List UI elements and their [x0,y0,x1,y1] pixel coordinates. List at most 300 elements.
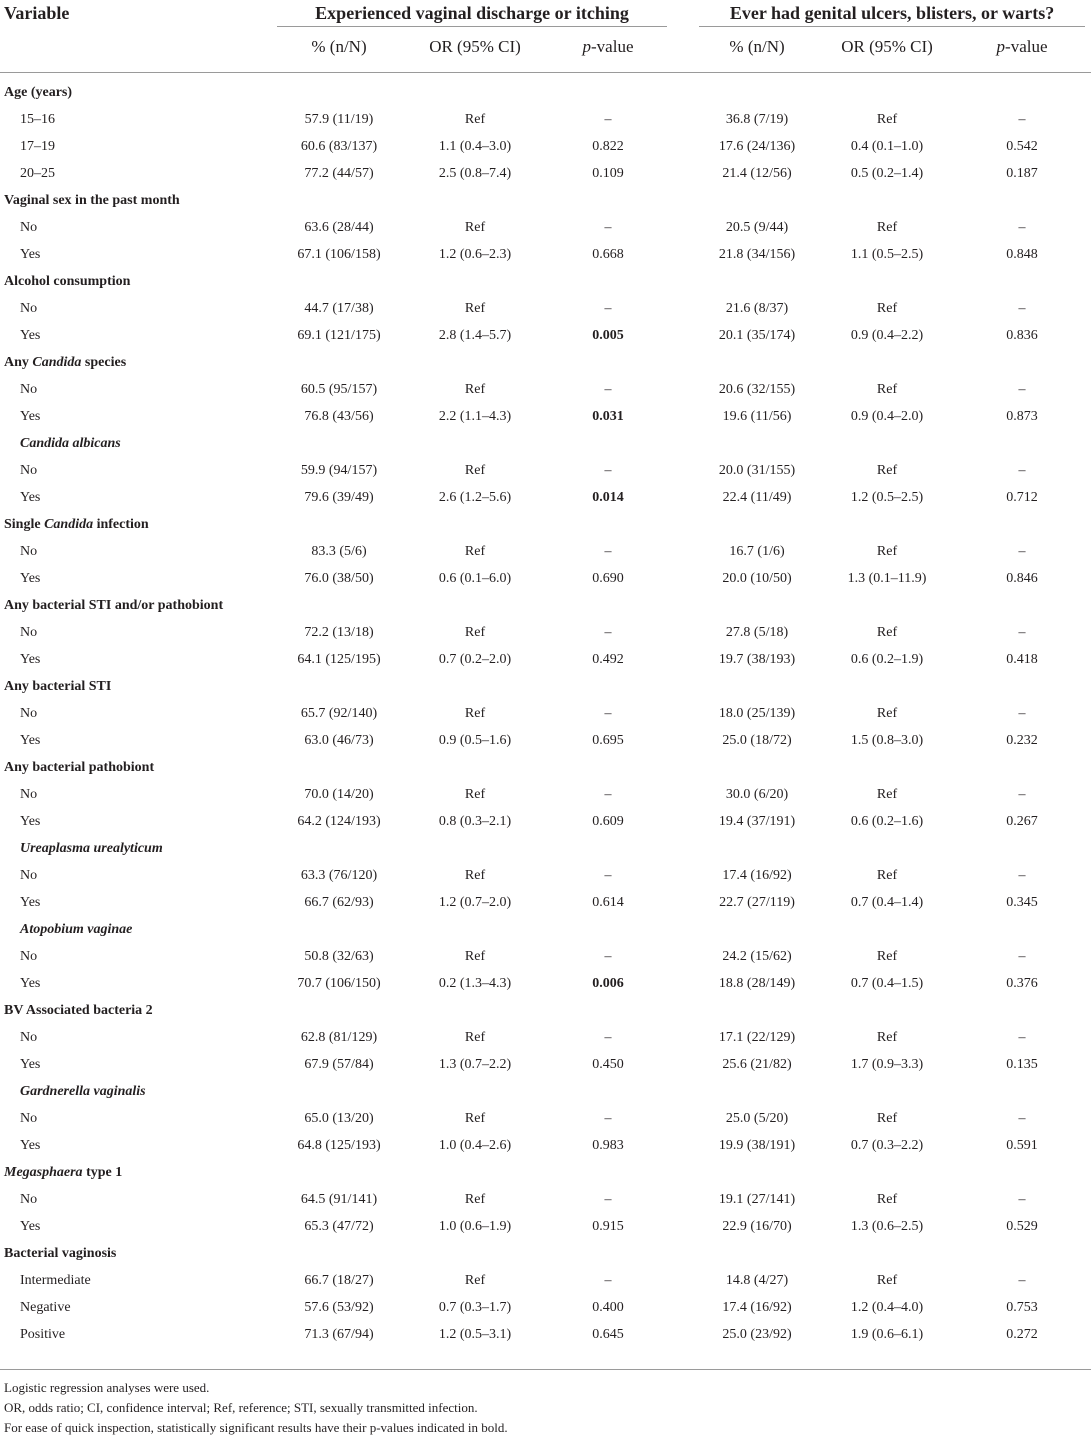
ulcer-or: Ref [876,544,898,559]
ulcer-p-value: – [1018,1030,1026,1045]
ulcer-or: 0.4 (0.1–1.0) [850,139,924,154]
discharge-pct: 67.9 (57/84) [304,1057,374,1072]
row-label: 17–19 [20,139,55,154]
group-header-discharge: Experienced vaginal discharge or itching [271,0,673,30]
col-pct-a: % (n/N) [311,37,367,56]
ulcer-pct: 16.7 (1/6) [729,544,785,559]
ulcer-or: Ref [876,301,898,316]
variable-name: Candida albicans [20,436,121,451]
ulcer-or: Ref [876,112,898,127]
row-label: No [20,301,38,316]
ulcer-pct: 21.8 (34/156) [718,247,796,262]
table-row [0,727,1091,754]
subsection-row [0,1078,1091,1105]
discharge-p-value: – [604,1030,612,1045]
discharge-p-value: 0.609 [592,814,624,829]
spacer [673,160,693,187]
ulcer-pct: 20.6 (32/155) [718,382,796,397]
discharge-p-value: – [604,625,612,640]
table-row [0,457,1091,484]
discharge-pct: 63.6 (28/44) [304,220,374,235]
discharge-pct: 50.8 (32/63) [304,949,374,964]
ulcer-p-value: 0.542 [1006,139,1038,154]
spacer [673,241,693,268]
table-row [0,970,1091,997]
discharge-or: Ref [464,868,486,883]
discharge-pct: 64.8 (125/193) [297,1138,381,1153]
ulcer-p-value: 0.529 [1006,1219,1038,1234]
discharge-p-value: – [604,868,612,883]
discharge-pct: 71.3 (67/94) [304,1327,374,1342]
discharge-or: 0.9 (0.5–1.6) [438,733,512,748]
spacer [673,1132,693,1159]
discharge-p-value: – [604,382,612,397]
discharge-pct: 62.8 (81/129) [300,1030,378,1045]
ulcer-or: 1.3 (0.1–11.9) [847,571,927,586]
row-label: Negative [20,1300,71,1315]
ulcer-pct: 30.0 (6/20) [725,787,789,802]
footnotes [4,1378,508,1438]
spacer [673,808,693,835]
discharge-or: 1.1 (0.4–3.0) [438,139,512,154]
table-row [0,160,1091,187]
row-label: Yes [20,814,41,829]
discharge-or: Ref [464,463,486,478]
variable-name: Ureaplasma urealyticum [20,841,163,856]
table-row [0,1294,1091,1321]
variable-name: Atopobium vaginae [20,922,133,937]
ulcer-p-value: 0.591 [1006,1138,1038,1153]
footnote-1: Logistic regression analyses were used. [4,1380,210,1395]
spacer [673,322,693,349]
ulcer-or: Ref [876,463,898,478]
discharge-or: 2.5 (0.8–7.4) [438,166,512,181]
discharge-p-value: – [604,1111,612,1126]
discharge-p-value: 0.983 [592,1138,624,1153]
ulcer-or: 1.1 (0.5–2.5) [850,247,924,262]
discharge-pct: 64.5 (91/141) [300,1192,378,1207]
ulcer-pct: 18.8 (28/149) [718,976,796,991]
col-or-a: OR (95% CI) [429,37,521,56]
spacer [673,457,693,484]
row-label: 15–16 [20,112,55,127]
ulcer-pct: 19.6 (11/56) [722,409,792,424]
discharge-or: Ref [464,1111,486,1126]
ulcer-pct: 25.0 (18/72) [722,733,792,748]
ulcer-p-value: 0.873 [1006,409,1038,424]
variable-name: BV Associated bacteria 2 [4,1003,153,1018]
section-row [0,268,1091,295]
ulcer-p-value: – [1018,949,1026,964]
ulcer-or: 0.6 (0.2–1.6) [850,814,924,829]
discharge-p-value: – [604,112,612,127]
discharge-p-value: – [604,301,612,316]
ulcer-pct: 25.0 (5/20) [725,1111,789,1126]
ulcer-or: 0.7 (0.4–1.4) [850,895,924,910]
table-row [0,133,1091,160]
discharge-or: 2.6 (1.2–5.6) [438,490,512,505]
variable-name: Age (years) [4,85,73,100]
row-label: Yes [20,1138,41,1153]
ulcer-p-value: 0.267 [1006,814,1038,829]
discharge-or: Ref [464,112,486,127]
ulcer-p-value: – [1018,706,1026,721]
ulcer-or: Ref [876,787,898,802]
section-row [0,592,1091,619]
discharge-p-value: – [604,544,612,559]
discharge-or: 1.3 (0.7–2.2) [438,1057,512,1072]
spacer [673,1024,693,1051]
discharge-pct: 57.9 (11/19) [304,112,374,127]
discharge-or: 0.7 (0.3–1.7) [438,1300,512,1315]
ulcer-p-value: 0.232 [1006,733,1038,748]
ulcer-or: Ref [876,220,898,235]
ulcer-or: 0.7 (0.3–2.2) [850,1138,924,1153]
discharge-or: Ref [464,220,486,235]
discharge-pct: 66.7 (18/27) [304,1273,374,1288]
discharge-pct: 60.6 (83/137) [300,139,378,154]
discharge-or: Ref [464,1030,486,1045]
table-row [0,1024,1091,1051]
ulcer-or: 1.7 (0.9–3.3) [850,1057,924,1072]
ulcer-p-value: 0.345 [1006,895,1038,910]
discharge-p-value: 0.690 [592,571,624,586]
table-row [0,538,1091,565]
spacer [673,1294,693,1321]
section-row [0,511,1091,538]
col-p-a: p-value [582,37,634,56]
row-label: Intermediate [20,1273,91,1288]
discharge-p-value: 0.014 [592,490,624,505]
table-row [0,1186,1091,1213]
table-row [0,700,1091,727]
ulcer-pct: 19.1 (27/141) [718,1192,796,1207]
ulcer-pct: 22.9 (16/70) [722,1219,792,1234]
ulcer-p-value: – [1018,220,1026,235]
table-row [0,214,1091,241]
discharge-or: Ref [464,544,486,559]
discharge-p-value: 0.668 [592,247,624,262]
table-row [0,106,1091,133]
row-label: No [20,463,38,478]
ulcer-or: Ref [876,868,898,883]
table-row [0,1213,1091,1240]
ulcer-p-value: – [1018,1192,1026,1207]
discharge-or: 0.8 (0.3–2.1) [438,814,512,829]
variable-name: Vaginal sex in the past month [4,193,180,208]
variable-name: Alcohol consumption [4,274,131,289]
discharge-or: Ref [464,706,486,721]
subsection-row [0,430,1091,457]
discharge-p-value: 0.614 [592,895,624,910]
ulcer-or: 1.5 (0.8–3.0) [850,733,924,748]
ulcer-pct: 17.1 (22/129) [718,1030,796,1045]
subsection-row [0,835,1091,862]
ulcer-p-value: 0.836 [1006,328,1038,343]
footnote-2: OR, odds ratio; CI, confidence interval; Ref, reference; STI, sexually transmitted infection. [4,1400,478,1415]
section-row [0,997,1091,1024]
ulcer-pct: 21.6 (8/37) [725,301,789,316]
ulcer-pct: 22.4 (11/49) [722,490,792,505]
discharge-p-value: 0.031 [592,409,624,424]
ulcer-or: 0.7 (0.4–1.5) [850,976,924,991]
discharge-pct: 76.0 (38/50) [304,571,374,586]
spacer [673,727,693,754]
table-row [0,943,1091,970]
row-label: 20–25 [20,166,55,181]
table-row [0,403,1091,430]
discharge-pct: 44.7 (17/38) [304,301,374,316]
discharge-p-value: 0.915 [592,1219,624,1234]
ulcer-or: Ref [876,706,898,721]
ulcer-p-value: – [1018,868,1026,883]
discharge-or: Ref [464,1192,486,1207]
row-label: No [20,1030,38,1045]
spacer [673,565,693,592]
discharge-or: 2.2 (1.1–4.3) [438,409,512,424]
discharge-pct: 57.6 (53/92) [304,1300,374,1315]
discharge-or: 0.7 (0.2–2.0) [438,652,512,667]
ulcer-p-value: – [1018,112,1026,127]
discharge-pct: 79.6 (39/49) [304,490,374,505]
row-label: No [20,544,38,559]
ulcer-pct: 19.9 (38/191) [718,1138,796,1153]
ulcer-pct: 20.0 (31/155) [718,463,796,478]
discharge-p-value: 0.006 [592,976,624,991]
ulcer-or: Ref [876,382,898,397]
spacer [673,889,693,916]
ulcer-pct: 20.1 (35/174) [718,328,796,343]
spacer [673,295,693,322]
row-label: Yes [20,409,41,424]
discharge-pct: 83.3 (5/6) [311,544,367,559]
row-label: Positive [20,1327,66,1342]
row-label: No [20,1192,38,1207]
table-row [0,241,1091,268]
ulcer-pct: 20.0 (10/50) [722,571,792,586]
row-label: Yes [20,652,41,667]
row-label: No [20,868,38,883]
table-row [0,1267,1091,1294]
discharge-pct: 65.7 (92/140) [300,706,378,721]
ulcer-p-value: 0.846 [1006,571,1038,586]
ulcer-or: Ref [876,1192,898,1207]
table-row [0,889,1091,916]
ulcer-pct: 27.8 (5/18) [725,625,789,640]
discharge-or: 1.2 (0.5–3.1) [438,1327,512,1342]
discharge-or: Ref [464,301,486,316]
row-label: Yes [20,328,41,343]
section-row [0,349,1091,376]
discharge-pct: 65.3 (47/72) [304,1219,374,1234]
ulcer-or: 0.9 (0.4–2.2) [850,328,924,343]
spacer [673,1267,693,1294]
variable-name: Any bacterial STI and/or pathobiont [4,598,224,613]
section-row [0,187,1091,214]
discharge-p-value: 0.109 [592,166,624,181]
ulcer-pct: 36.8 (7/19) [725,112,789,127]
row-label: Yes [20,247,41,262]
footnote-3: For ease of quick inspection, statistically significant results have their p-values indicated in bold. [4,1420,508,1435]
variable-name: Single Candida infection [4,517,149,532]
ulcer-p-value: – [1018,1273,1026,1288]
row-label: No [20,949,38,964]
discharge-pct: 76.8 (43/56) [304,409,374,424]
discharge-pct: 66.7 (62/93) [304,895,374,910]
spacer [673,538,693,565]
discharge-pct: 70.0 (14/20) [304,787,374,802]
discharge-or: 1.0 (0.4–2.6) [438,1138,512,1153]
ulcer-or: Ref [876,625,898,640]
spacer [673,133,693,160]
table-row [0,322,1091,349]
table-row [0,808,1091,835]
row-label: Yes [20,490,41,505]
discharge-or: 0.6 (0.1–6.0) [438,571,512,586]
ulcer-p-value: 0.753 [1006,1300,1038,1315]
ulcer-p-value: – [1018,301,1026,316]
col-p-b: p-value [996,37,1048,56]
variable-name: Any bacterial pathobiont [4,760,155,775]
discharge-pct: 72.2 (13/18) [304,625,374,640]
discharge-pct: 64.1 (125/195) [297,652,381,667]
discharge-or: Ref [464,787,486,802]
table-row [0,781,1091,808]
discharge-or: Ref [464,382,486,397]
row-label: No [20,1111,38,1126]
ulcer-or: 0.9 (0.4–2.0) [850,409,924,424]
table-row [0,1105,1091,1132]
discharge-pct: 67.1 (106/158) [297,247,381,262]
spacer [673,943,693,970]
spacer [673,403,693,430]
discharge-pct: 59.9 (94/157) [300,463,378,478]
ulcer-pct: 20.5 (9/44) [725,220,789,235]
ulcer-pct: 21.4 (12/56) [722,166,792,181]
discharge-p-value: – [604,463,612,478]
discharge-p-value: 0.450 [592,1057,624,1072]
spacer [673,484,693,511]
ulcer-pct: 24.2 (15/62) [722,949,792,964]
row-label: No [20,706,38,721]
ulcer-or: 1.2 (0.4–4.0) [850,1300,924,1315]
ulcer-p-value: – [1018,544,1026,559]
discharge-or: 1.2 (0.6–2.3) [438,247,512,262]
section-row [0,1240,1091,1267]
table-row [0,862,1091,889]
row-label: Yes [20,733,41,748]
variable-name: Gardnerella vaginalis [20,1084,146,1099]
ulcer-p-value: – [1018,787,1026,802]
discharge-pct: 69.1 (121/175) [297,328,381,343]
ulcer-or: 0.6 (0.2–1.9) [850,652,924,667]
discharge-p-value: – [604,949,612,964]
ulcer-p-value: – [1018,1111,1026,1126]
discharge-or: Ref [464,1273,486,1288]
table-row [0,295,1091,322]
discharge-pct: 63.3 (76/120) [300,868,378,883]
table-row [0,484,1091,511]
ulcer-or: 1.9 (0.6–6.1) [850,1327,924,1342]
ulcer-or: Ref [876,949,898,964]
ulcer-or: 1.2 (0.5–2.5) [850,490,924,505]
discharge-pct: 60.5 (95/157) [300,382,378,397]
row-label: Yes [20,571,41,586]
row-label: No [20,787,38,802]
discharge-p-value: 0.005 [592,328,624,343]
ulcer-p-value: 0.135 [1006,1057,1038,1072]
table-row [0,619,1091,646]
discharge-p-value: – [604,1273,612,1288]
discharge-or: 1.2 (0.7–2.0) [438,895,512,910]
row-label: Yes [20,976,41,991]
ulcer-pct: 25.6 (21/82) [722,1057,792,1072]
discharge-p-value: – [604,220,612,235]
table-row [0,376,1091,403]
discharge-p-value: – [604,787,612,802]
section-row [0,73,1091,107]
ulcer-pct: 19.7 (38/193) [718,652,796,667]
bottom-rule [0,1369,1091,1370]
spacer [673,376,693,403]
spacer [673,106,693,133]
section-row [0,1159,1091,1186]
discharge-p-value: 0.645 [592,1327,624,1342]
group-header-ulcers: Ever had genital ulcers, blisters, or warts? [693,0,1091,30]
spacer [673,781,693,808]
ulcer-p-value: 0.848 [1006,247,1038,262]
ulcer-p-value: – [1018,382,1026,397]
spacer [673,1051,693,1078]
spacer [673,214,693,241]
ulcer-pct: 18.0 (25/139) [718,706,796,721]
spacer [673,700,693,727]
ulcer-pct: 19.4 (37/191) [718,814,796,829]
ulcer-or: Ref [876,1273,898,1288]
ulcer-pct: 17.4 (16/92) [722,1300,792,1315]
discharge-or: 1.0 (0.6–1.9) [438,1219,512,1234]
discharge-or: Ref [464,949,486,964]
row-label: No [20,382,38,397]
variable-name: Bacterial vaginosis [4,1246,117,1261]
section-row [0,754,1091,781]
discharge-p-value: – [604,1192,612,1207]
header-row-columns [0,30,1091,73]
discharge-or: 0.2 (1.3–4.3) [438,976,512,991]
ulcer-p-value: 0.418 [1006,652,1038,667]
section-row [0,673,1091,700]
table-row [0,1132,1091,1159]
spacer [673,1321,693,1348]
ulcer-pct: 22.7 (27/119) [719,895,795,910]
spacer [673,1186,693,1213]
ulcer-or: 0.5 (0.2–1.4) [850,166,924,181]
spacer [673,1213,693,1240]
table-row [0,565,1091,592]
spacer [673,619,693,646]
discharge-p-value: 0.695 [592,733,624,748]
ulcer-p-value: 0.712 [1006,490,1038,505]
discharge-pct: 77.2 (44/57) [304,166,374,181]
discharge-pct: 64.2 (124/193) [297,814,381,829]
row-label: Yes [20,1057,41,1072]
ulcer-p-value: 0.272 [1006,1327,1038,1342]
col-or-b: OR (95% CI) [841,37,933,56]
row-label: No [20,625,38,640]
table-row [0,1051,1091,1078]
ulcer-pct: 14.8 (4/27) [725,1273,789,1288]
variable-header: Variable [4,3,70,23]
